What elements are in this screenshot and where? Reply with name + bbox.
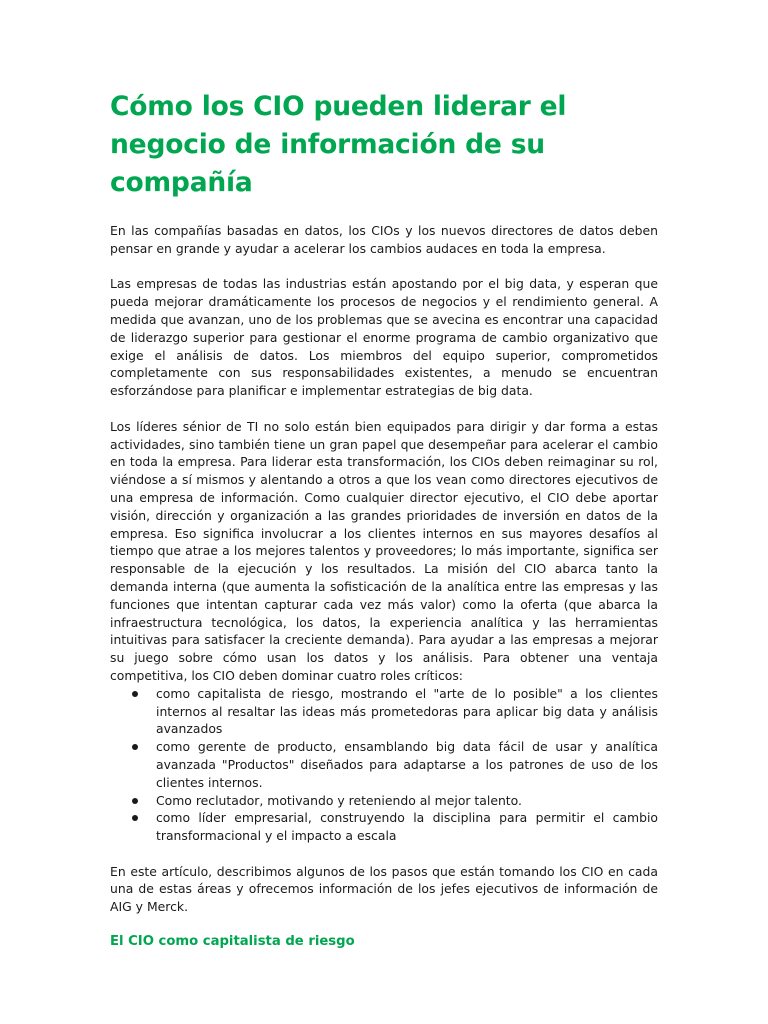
- body-paragraph-1: Las empresas de todas las industrias están apostando por el big data, y esperan que pueda mejorar dramáticamente los procesos de negocios y el rendimiento general. A medida que avanzan, uno de los problemas que se avecina es encontrar una capacidad de liderazgo superior para gestionar el enorme programa de cambio organizativo que exige el análisis de datos. Los miembros del equipo superior, comprometidos completamente con sus responsabilidades existentes, a menudo se encuentran esforzándose para planificar e implementar estrategias de big data.: [110, 276, 658, 399]
- list-item: [110, 792, 658, 810]
- intro-paragraph: En las compañías basadas en datos, los CIOs y los nuevos directores de datos deben pensar en grande y ayudar a acelerar los cambios audaces en toda la empresa.: [110, 223, 658, 256]
- document-page: [110, 88, 658, 951]
- list-item-text: como gerente de producto, ensamblando big data fácil de usar y analítica avanzada "Productos" diseñados para adaptarse a los patrones de uso de los clientes internos.: [156, 739, 658, 790]
- list-item: [110, 685, 658, 738]
- list-item-text: como líder empresarial, construyendo la disciplina para permitir el cambio transformacional y el impacto a escala: [156, 810, 658, 844]
- list-item-text: Como reclutador, motivando y reteniendo al mejor talento.: [156, 792, 522, 808]
- roles-list: [110, 685, 658, 845]
- bullet-icon: [132, 798, 138, 804]
- bullet-icon: [132, 744, 138, 750]
- body-paragraph-3: En este artículo, describimos algunos de los pasos que están tomando los CIO en cada una de estas áreas y ofrecemos información de los jefes ejecutivos de información de AIG y Merck.: [110, 863, 658, 915]
- document-title: Cómo los CIO pueden liderar el negocio de información de su compañía: [110, 91, 567, 198]
- bullet-icon: [132, 815, 138, 821]
- body-paragraph-2: Los líderes sénior de TI no solo están bien equipados para dirigir y dar forma a estas actividades, sino también tiene un gran papel que desempeñar para acelerar el cambio en toda la empresa. Para liderar esta transformación, los CIOs deben reimaginar su rol, viéndose a sí mismos y alentando a otros a que los vean como directores ejecutivos de una empresa de información. Como cualquier director ejecutivo, el CIO debe aportar visión, dirección y organización a las grandes prioridades de inversión en datos de la empresa. Eso significa involucrar a los clientes internos en sus mayores desafíos al tiempo que atrae a los mejores talentos y proveedores; lo más importante, significa ser responsable de la ejecución y los resultados. La misión del CIO abarca tanto la demanda interna (que aumenta la sofisticación de la analítica entre las empresas y las funciones que intentan capturar cada vez más valor) como la oferta (que abarca la infraestructura tecnológica, los datos, la experiencia analítica y las herramientas intuitivas para satisfacer la creciente demanda). Para ayudar a las empresas a mejorar su juego sobre cómo usan los datos y los análisis. Para obtener una ventaja competitiva, los CIO deben dominar cuatro roles críticos:: [110, 418, 658, 683]
- bullet-icon: [132, 691, 138, 697]
- list-item: [110, 738, 658, 791]
- list-item-text: como capitalista de riesgo, mostrando el "arte de lo posible" a los clientes internos al resaltar las ideas más prometedoras para aplicar big data y análisis avanzados: [156, 685, 658, 737]
- section-heading: El CIO como capitalista de riesgo: [110, 934, 355, 950]
- list-item: [110, 809, 658, 845]
